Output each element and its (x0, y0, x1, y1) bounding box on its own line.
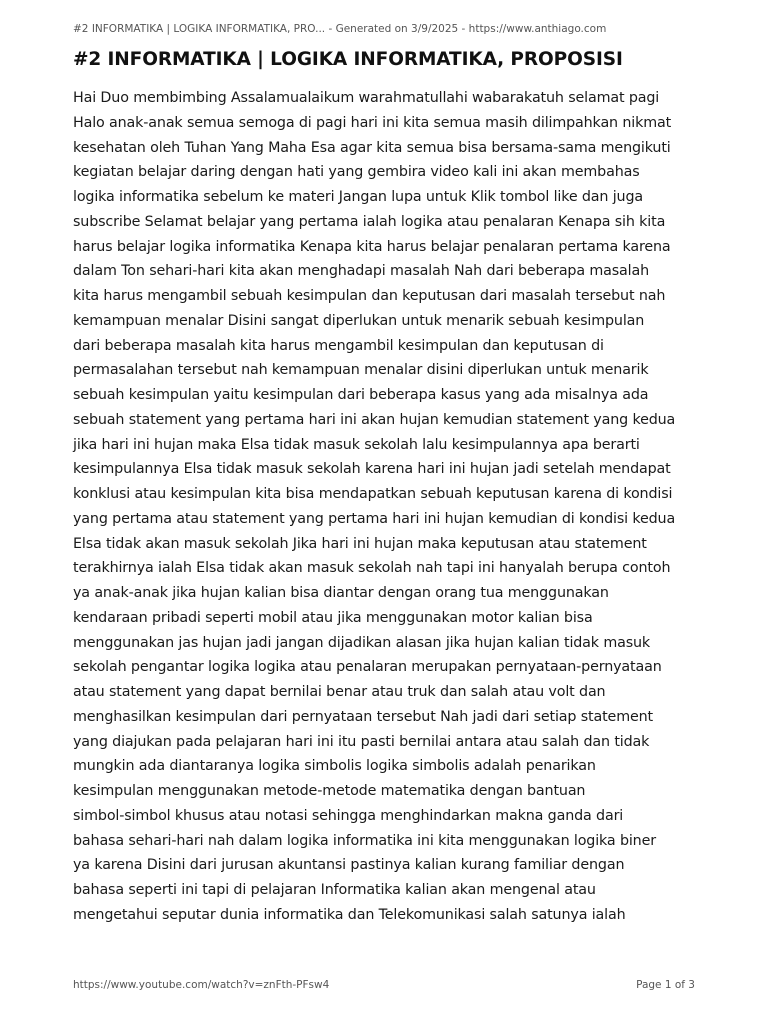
body-text-line: bahasa sehari-hari nah dalam logika informatika ini kita menggunakan logika biner (73, 832, 656, 849)
body-text-line: konklusi atau kesimpulan kita bisa mendapatkan sebuah keputusan karena di kondisi (73, 486, 673, 502)
body-text-line: logika informatika sebelum ke materi Jangan lupa untuk Klik tombol like dan juga (73, 189, 643, 205)
document-body (73, 86, 713, 928)
body-text-line: subscribe Selamat belajar yang pertama ialah logika atau penalaran Kenapa sih kita (73, 213, 666, 230)
body-text-line: kegiatan belajar daring dengan hati yang gembira video kali ini akan membahas (73, 164, 640, 181)
body-text-line: menghasilkan kesimpulan dari pernyataan tersebut Nah jadi dari setiap statement (73, 708, 653, 725)
body-text-line: menggunakan jas hujan jadi jangan dijadikan alasan jika hujan kalian tidak masuk (73, 634, 651, 651)
body-text-line: ya karena Disini dari jurusan akuntansi pastinya kalian kurang familiar dengan (73, 857, 625, 874)
page-header: #2 INFORMATIKA | LOGIKA INFORMATIKA, PRO... - Generated on 3/9/2025 - https://www.anthiago.com (73, 23, 607, 35)
body-text-line: ya anak-anak jika hujan kalian bisa diantar dengan orang tua menggunakan (73, 585, 609, 601)
body-text-line: sebuah kesimpulan yaitu kesimpulan dari beberapa kasus yang ada misalnya ada (73, 387, 649, 403)
body-text-line: mungkin ada diantaranya logika simbolis logika simbolis adalah penarikan (73, 758, 596, 775)
page-number: Page 1 of 3 (636, 979, 695, 991)
body-text-line: jika hari ini hujan maka Elsa tidak masuk sekolah lalu kesimpulannya apa berarti (73, 436, 640, 453)
footer-url: https://www.youtube.com/watch?v=znFth-PFsw4 (73, 979, 330, 991)
body-text-line: sebuah statement yang pertama hari ini akan hujan kemudian statement yang kedua (73, 411, 676, 428)
body-text-line: mengetahui seputar dunia informatika dan Telekomunikasi salah satunya ialah (73, 906, 626, 923)
body-text-line: dari beberapa masalah kita harus mengambil kesimpulan dan keputusan di (73, 337, 604, 354)
body-text-line: kendaraan pribadi seperti mobil atau jika menggunakan motor kalian bisa (73, 609, 593, 626)
body-text-line: kesehatan oleh Tuhan Yang Maha Esa agar kita semua bisa bersama-sama mengikuti (73, 139, 671, 156)
body-text-line: Halo anak-anak semua semoga di pagi hari ini kita semua masih dilimpahkan nikmat (73, 114, 672, 131)
body-text-line: kita harus mengambil sebuah kesimpulan dan keputusan dari masalah tersebut nah (73, 288, 666, 304)
body-text-line: sekolah pengantar logika logika atau penalaran merupakan pernyataan-pernyataan (73, 659, 662, 676)
body-text-line: kemampuan menalar Disini sangat diperlukan untuk menarik sebuah kesimpulan (73, 312, 645, 329)
body-text-line: simbol-simbol khusus atau notasi sehingga menghindarkan makna ganda dari (73, 807, 624, 824)
body-text-line: yang pertama atau statement yang pertama hari ini hujan kemudian di kondisi kedua (73, 510, 676, 527)
body-text-line: Elsa tidak akan masuk sekolah Jika hari ini hujan maka keputusan atau statement (73, 535, 647, 552)
body-text-line: harus belajar logika informatika Kenapa kita harus belajar penalaran pertama karena (73, 238, 671, 255)
body-text-line: terakhirnya ialah Elsa tidak akan masuk sekolah nah tapi ini hanyalah berupa contoh (73, 560, 671, 577)
body-text-line: Hai Duo membimbing Assalamualaikum warahmatullahi wabarakatuh selamat pagi (73, 90, 660, 106)
body-text-line: permasalahan tersebut nah kemampuan menalar disini diperlukan untuk menarik (73, 362, 649, 379)
body-text-line: dalam Ton sehari-hari kita akan menghadapi masalah Nah dari beberapa masalah (73, 263, 650, 280)
body-text-line: bahasa seperti ini tapi di pelajaran Informatika kalian akan mengenal atau (73, 882, 596, 898)
document-title: #2 INFORMATIKA | LOGIKA INFORMATIKA, PROPOSISI (73, 49, 623, 70)
body-text-line: kesimpulan menggunakan metode-metode matematika dengan bantuan (73, 783, 586, 799)
body-text-line: kesimpulannya Elsa tidak masuk sekolah karena hari ini hujan jadi setelah mendapat (73, 461, 671, 478)
body-text-line: yang diajukan pada pelajaran hari ini itu pasti bernilai antara atau salah dan tidak (73, 733, 650, 750)
body-text-line: atau statement yang dapat bernilai benar atau truk dan salah atau volt dan (73, 684, 606, 700)
